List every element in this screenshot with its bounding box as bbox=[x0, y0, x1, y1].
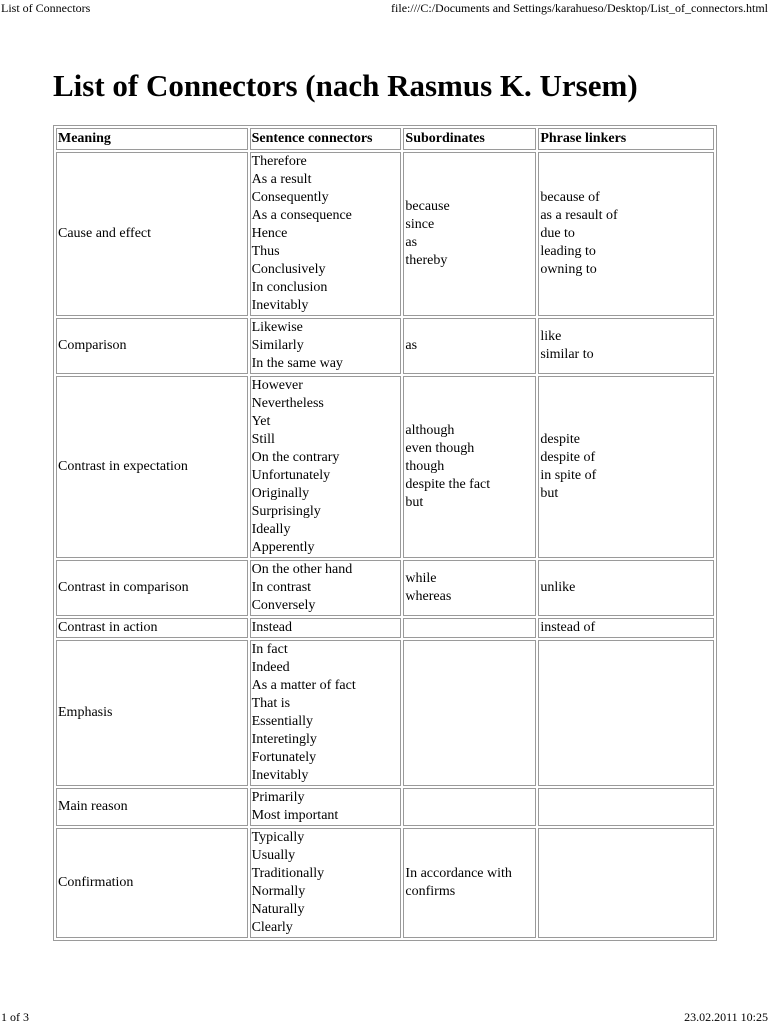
cell-phrase-linkers bbox=[538, 788, 714, 826]
cell-phrase-linkers bbox=[538, 828, 714, 938]
cell-line: Inevitably bbox=[251, 298, 309, 313]
header-sentence-connectors: Sentence connectors bbox=[250, 128, 402, 150]
header-phrase-linkers: Phrase linkers bbox=[538, 128, 714, 150]
cell-line: due to bbox=[540, 226, 575, 241]
connectors-table bbox=[53, 125, 717, 941]
table-row bbox=[56, 618, 714, 638]
cell-sentence-connectors bbox=[250, 152, 402, 316]
cell-sentence-connectors bbox=[250, 560, 402, 616]
cell-line: as bbox=[405, 338, 418, 353]
cell-line: unlike bbox=[540, 580, 576, 595]
cell-line: Interetingly bbox=[251, 732, 317, 747]
cell-line: In conclusion bbox=[251, 280, 328, 295]
cell-line: Primarily bbox=[251, 790, 305, 805]
cell-line: while bbox=[405, 571, 437, 586]
table-row bbox=[56, 152, 714, 316]
cell-line: though bbox=[405, 459, 445, 474]
cell-line: Nevertheless bbox=[251, 396, 324, 411]
cell-line: As a matter of fact bbox=[251, 678, 356, 693]
cell-sentence-connectors bbox=[250, 618, 402, 638]
cell-line: In the same way bbox=[251, 356, 343, 371]
cell-line: Naturally bbox=[251, 902, 305, 917]
cell-line: owning to bbox=[540, 262, 597, 277]
cell-line: However bbox=[251, 378, 303, 393]
cell-line: As a result bbox=[251, 172, 312, 187]
table-header-row bbox=[56, 128, 714, 150]
cell-phrase-linkers bbox=[538, 560, 714, 616]
cell-sentence-connectors bbox=[250, 640, 402, 786]
cell-line: Therefore bbox=[251, 154, 307, 169]
cell-line: On the contrary bbox=[251, 450, 340, 465]
cell-line: Fortunately bbox=[251, 750, 317, 765]
cell-meaning: Comparison bbox=[56, 318, 248, 374]
cell-line: Typically bbox=[251, 830, 305, 845]
cell-line: Indeed bbox=[251, 660, 290, 675]
cell-line: Most important bbox=[251, 808, 339, 823]
cell-meaning: Confirmation bbox=[56, 828, 248, 938]
cell-line: In contrast bbox=[251, 580, 312, 595]
cell-phrase-linkers bbox=[538, 152, 714, 316]
cell-line: similar to bbox=[540, 347, 594, 362]
cell-subordinates bbox=[403, 376, 536, 558]
cell-line: because of bbox=[540, 190, 600, 205]
cell-line: Thus bbox=[251, 244, 280, 259]
cell-line: Ideally bbox=[251, 522, 291, 537]
cell-line: Conclusively bbox=[251, 262, 326, 277]
cell-line: confirms bbox=[405, 884, 456, 899]
cell-line: Usually bbox=[251, 848, 296, 863]
header-meaning: Meaning bbox=[56, 128, 248, 150]
cell-line: in spite of bbox=[540, 468, 597, 483]
cell-line: Hence bbox=[251, 226, 288, 241]
print-footer-date: 23.02.2011 10:25 bbox=[684, 1010, 768, 1024]
cell-line: In fact bbox=[251, 642, 288, 657]
table-row bbox=[56, 828, 714, 938]
cell-subordinates bbox=[403, 788, 536, 826]
print-header-title: List of Connectors bbox=[1, 1, 91, 15]
table-row bbox=[56, 376, 714, 558]
cell-line: instead of bbox=[540, 620, 596, 635]
cell-phrase-linkers bbox=[538, 618, 714, 638]
cell-meaning: Main reason bbox=[56, 788, 248, 826]
table-body bbox=[56, 152, 714, 938]
cell-line: Normally bbox=[251, 884, 306, 899]
cell-line: Similarly bbox=[251, 338, 304, 353]
header-subordinates: Subordinates bbox=[403, 128, 536, 150]
cell-line: That is bbox=[251, 696, 291, 711]
cell-line: because bbox=[405, 199, 450, 214]
cell-line: as a resault of bbox=[540, 208, 618, 223]
cell-line: despite of bbox=[540, 450, 596, 465]
table-row bbox=[56, 560, 714, 616]
cell-line: as bbox=[405, 235, 418, 250]
cell-line: thereby bbox=[405, 253, 448, 268]
cell-sentence-connectors bbox=[250, 828, 402, 938]
cell-meaning: Contrast in action bbox=[56, 618, 248, 638]
table-row bbox=[56, 640, 714, 786]
cell-subordinates bbox=[403, 640, 536, 786]
cell-line: like bbox=[540, 329, 562, 344]
cell-line: leading to bbox=[540, 244, 596, 259]
cell-line: despite bbox=[540, 432, 580, 447]
cell-line: Surprisingly bbox=[251, 504, 321, 519]
cell-line: Instead bbox=[251, 620, 293, 635]
cell-line: Clearly bbox=[251, 920, 293, 935]
cell-sentence-connectors bbox=[250, 376, 402, 558]
cell-line: On the other hand bbox=[251, 562, 353, 577]
cell-line: whereas bbox=[405, 589, 452, 604]
cell-line: Conversely bbox=[251, 598, 316, 613]
cell-line: Apperently bbox=[251, 540, 315, 555]
print-footer-page: 1 of 3 bbox=[1, 1010, 29, 1024]
cell-phrase-linkers bbox=[538, 640, 714, 786]
cell-line: Yet bbox=[251, 414, 271, 429]
cell-sentence-connectors bbox=[250, 318, 402, 374]
cell-line: Consequently bbox=[251, 190, 329, 205]
cell-line: since bbox=[405, 217, 435, 232]
cell-meaning: Cause and effect bbox=[56, 152, 248, 316]
cell-subordinates bbox=[403, 318, 536, 374]
cell-line: but bbox=[540, 486, 559, 501]
cell-line: Essentially bbox=[251, 714, 314, 729]
cell-phrase-linkers bbox=[538, 376, 714, 558]
page-title: List of Connectors (nach Rasmus K. Ursem) bbox=[53, 68, 638, 103]
cell-phrase-linkers bbox=[538, 318, 714, 374]
cell-subordinates bbox=[403, 560, 536, 616]
cell-meaning: Emphasis bbox=[56, 640, 248, 786]
cell-line: but bbox=[405, 495, 424, 510]
cell-line: Originally bbox=[251, 486, 310, 501]
cell-line: Likewise bbox=[251, 320, 303, 335]
cell-line: even though bbox=[405, 441, 475, 456]
cell-line: As a consequence bbox=[251, 208, 352, 223]
table-row bbox=[56, 318, 714, 374]
cell-subordinates bbox=[403, 618, 536, 638]
cell-subordinates bbox=[403, 828, 536, 938]
cell-line: Still bbox=[251, 432, 275, 447]
cell-line: In accordance with bbox=[405, 866, 512, 881]
cell-subordinates bbox=[403, 152, 536, 316]
print-header-url: file:///C:/Documents and Settings/karahueso/Desktop/List_of_connectors.html bbox=[391, 1, 768, 15]
cell-line: Traditionally bbox=[251, 866, 325, 881]
cell-line: Unfortunately bbox=[251, 468, 331, 483]
cell-meaning: Contrast in expectation bbox=[56, 376, 248, 558]
cell-sentence-connectors bbox=[250, 788, 402, 826]
cell-line: Inevitably bbox=[251, 768, 309, 783]
cell-line: although bbox=[405, 423, 455, 438]
cell-line: despite the fact bbox=[405, 477, 491, 492]
cell-meaning: Contrast in comparison bbox=[56, 560, 248, 616]
table-row bbox=[56, 788, 714, 826]
